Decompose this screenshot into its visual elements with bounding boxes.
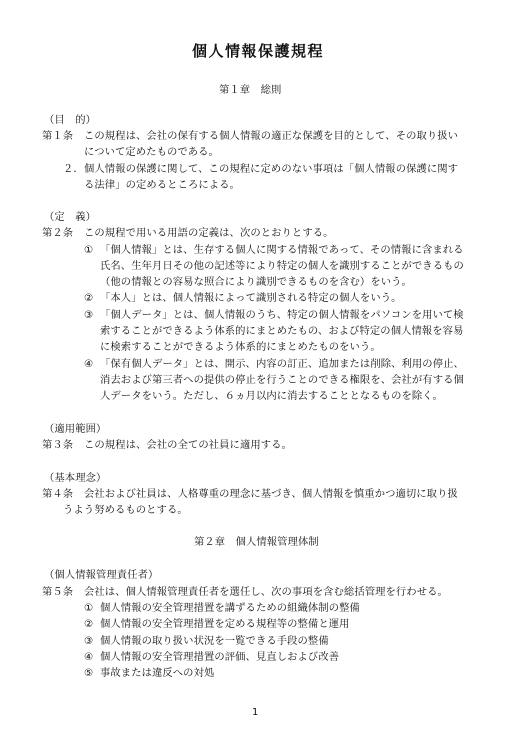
definition-item-marker: ③: [84, 309, 94, 321]
article-1-paragraph-number: ２．: [63, 163, 84, 175]
definition-item-marker: ②: [84, 292, 94, 304]
definition-item-line: 「個人情報」とは、生存する個人に関する情報であって、その情報に含まれる: [100, 244, 464, 256]
duty-item-marker: ①: [84, 602, 94, 614]
article-1-line: る法律」の定めるところによる。: [84, 179, 240, 191]
duty-item-marker: ④: [84, 651, 94, 663]
definition-item-marker: ①: [84, 244, 94, 256]
article-5-line: 会社は、個人情報管理責任者を選任し、次の事項を含む総括管理を行わせる。: [84, 586, 448, 598]
article-1-line: について定めたものである。: [84, 146, 219, 158]
definition-item-marker: ④: [84, 358, 94, 370]
article-4-heading: （基本理念）: [44, 472, 107, 484]
document-title: 個人情報保護規程: [192, 42, 325, 60]
duty-item-marker: ⑤: [84, 667, 94, 679]
chapter-2-heading: 第２章 個人情報管理体制: [194, 536, 319, 548]
definition-item-line: 人データをいう。ただし、６ヵ月以内に消去することとなるものを除く。: [100, 390, 443, 402]
article-5-number: 第５条: [42, 586, 74, 598]
article-3-number: 第３条: [42, 439, 74, 451]
definition-item-line: 氏名、生年月日その他の記述等により特定の個人を識別することができるもの: [100, 260, 464, 272]
article-4-line: 会社および社員は、人格尊重の理念に基づき、個人情報を慎重かつ適切に取り扱: [84, 488, 458, 500]
definition-item-line: （他の情報との容易な照合により識別できるものを含む）をいう。: [100, 276, 412, 288]
article-5-heading: （個人情報管理責任者）: [44, 569, 159, 581]
article-2-line: この規程で用いる用語の定義は、次のとおりとする。: [84, 227, 334, 239]
article-4-line: うよう努めるものとする。: [63, 504, 188, 516]
duty-item-text: 個人情報の取り扱い状況を一覧できる手段の整備: [100, 635, 329, 647]
duty-item-text: 個人情報の安全管理措置を講ずるための組織体制の整備: [100, 602, 360, 614]
article-2-number: 第２条: [42, 227, 74, 239]
duty-item-text: 個人情報の安全管理措置の評価、見直しおよび改善: [100, 651, 340, 663]
article-3-line: この規程は、会社の全ての社員に適用する。: [84, 439, 292, 451]
definition-item-line: 「本人」とは、個人情報によって識別される特定の個人をいう。: [100, 292, 402, 304]
article-3-heading: （適用範囲）: [44, 423, 107, 435]
page-number: 1: [252, 707, 259, 718]
article-4-number: 第４条: [42, 488, 74, 500]
article-1-number: 第１条: [42, 130, 74, 142]
definition-item-line: 「個人データ」とは、個人情報のうち、特定の個人情報をパソコンを用いて検: [100, 309, 464, 321]
duty-item-text: 事故または違反への対処: [100, 667, 215, 679]
article-1-heading: （目 的）: [44, 114, 96, 126]
definition-item-line: 消去および第三者への提供の停止を行うことのできる権限を、会社が有する個: [100, 374, 464, 386]
definition-item-line: に検索することができるよう体系的にまとめたものをいう。: [100, 341, 381, 353]
chapter-1-heading: 第１章 総則: [219, 84, 282, 96]
definition-item-line: 索することができるよう体系的にまとめたもの、および特定の個人情報を容易: [100, 325, 464, 337]
article-2-heading: （定 義）: [44, 211, 96, 223]
article-1-line: 個人情報の保護に関して、この規程に定めのない事項は「個人情報の保護に関す: [84, 163, 459, 175]
duty-item-marker: ③: [84, 635, 94, 647]
duty-item-text: 個人情報の安全管理措置を定める規程等の整備と運用: [100, 618, 350, 630]
definition-item-line: 「保有個人データ」とは、開示、内容の訂正、追加または削除、利用の停止、: [100, 358, 464, 370]
duty-item-marker: ②: [84, 618, 94, 630]
article-1-line: この規程は、会社の保有する個人情報の適正な保護を目的として、その取り扱い: [84, 130, 459, 142]
